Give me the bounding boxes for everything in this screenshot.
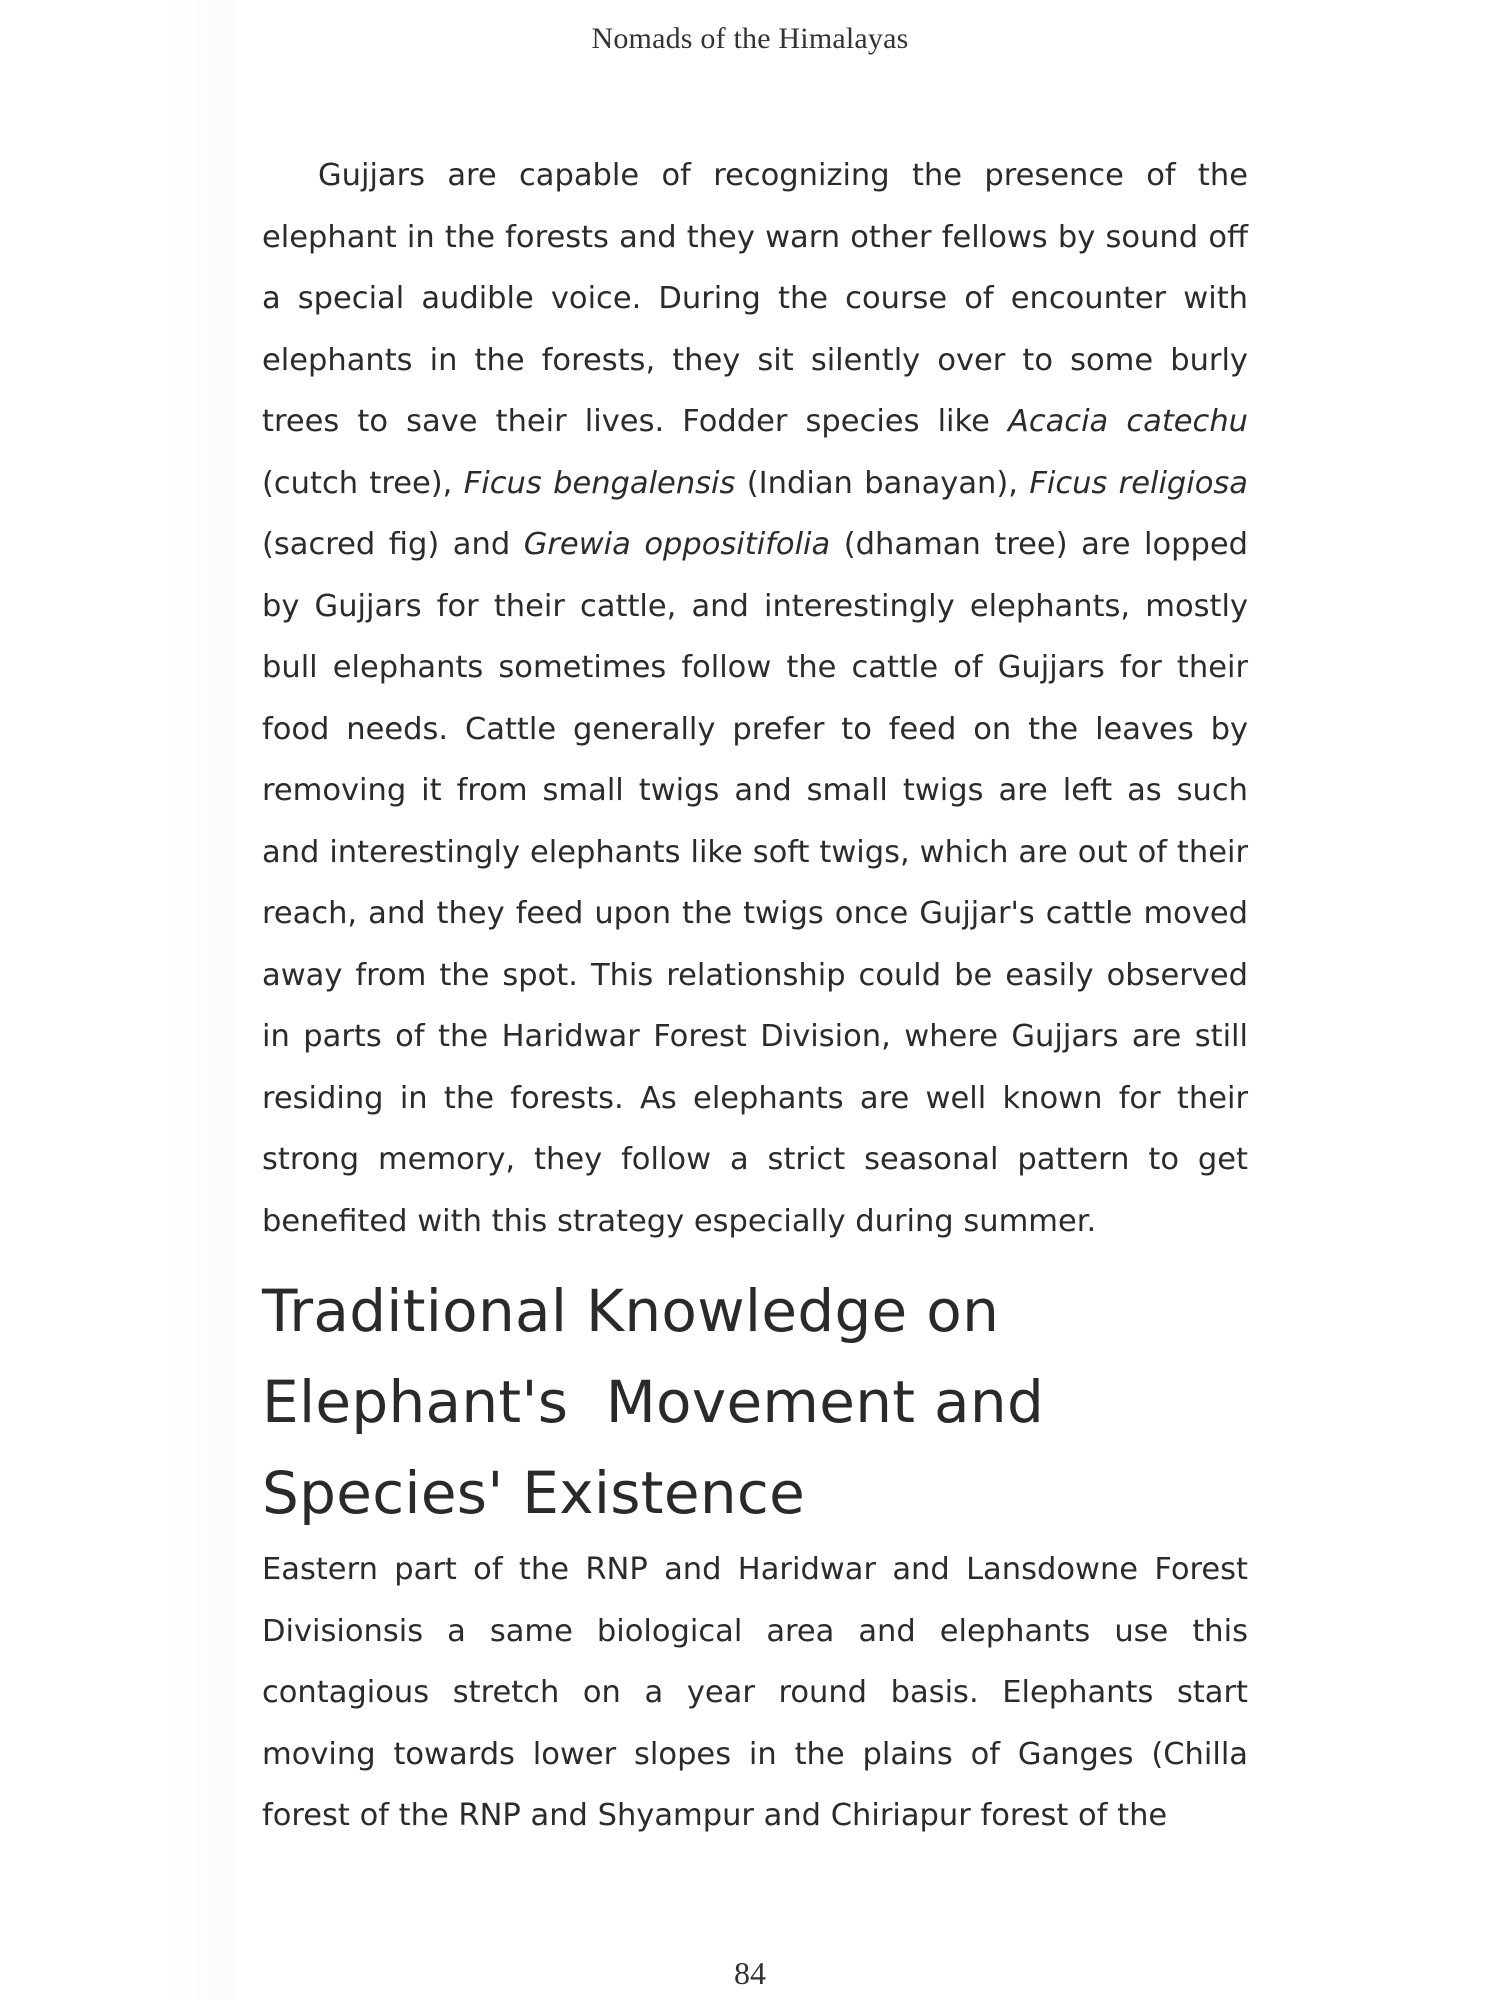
section-heading-line-2: Elephant's Movement and [262, 1368, 1045, 1436]
species-name: Ficus religiosa [1029, 465, 1249, 501]
species-name: Acacia catechu [1007, 404, 1248, 439]
page-number: 84 [734, 1955, 766, 1991]
paragraph-elephant-behaviour-text [262, 158, 1248, 1239]
text-column [262, 145, 1248, 1847]
paragraph-run: (Indian banayan), [735, 465, 1030, 501]
section-heading [262, 1266, 1248, 1539]
species-name: Ficus bengalensis [463, 465, 736, 501]
section-heading-line-3: Species' Existence [262, 1459, 806, 1527]
paragraph-run: (sacred fig) and [262, 527, 524, 562]
page-gutter-shade [0, 0, 236, 2000]
species-name: Grewia oppositifolia [523, 527, 831, 562]
paragraph-elephant-behaviour [262, 145, 1248, 1252]
paragraph-run: (dhaman tree) are lopped by Gujjars for their cattle, and interestingly elephants, mostly bull elephants sometimes follow the cattle of Gujjars for their food needs. Cattle generally prefer to feed on the leaves by removing it from small twigs and small twigs are left as such and interestingly elephants like soft twigs, which are out of their reach, and they feed upon the twigs once Gujjar's cattle moved away from the spot. This relationship could be easily observed in parts of the Haridwar Forest Division, where Gujjars are still residing in the forests. As elephants are well known for their strong memory, they follow a strict seasonal pattern to get benefited with this strategy especially during summer. [262, 527, 1249, 1239]
section-heading-line-1: Traditional Knowledge on [262, 1277, 1000, 1345]
running-header: Nomads of the Himalayas [591, 22, 909, 55]
paragraph-run: (cutch tree), [262, 465, 464, 501]
paragraph-run: Gujjars are capable of recognizing the presence of the elephant in the forests and they warn other fellows by sound off a special audible voice. During the course of encounter with elephants in the forests, they sit silently over to some burly trees to save their lives. Fodder species like [262, 158, 1248, 439]
paragraph-elephant-movement: Eastern part of the RNP and Haridwar and Lansdowne Forest Divisionsis a same biological area and elephants use this contagious stretch on a year round basis. Elephants start moving towards lower slopes in the plains of Ganges (Chilla forest of the RNP and Shyampur and Chiriapur forest of the [262, 1552, 1248, 1833]
